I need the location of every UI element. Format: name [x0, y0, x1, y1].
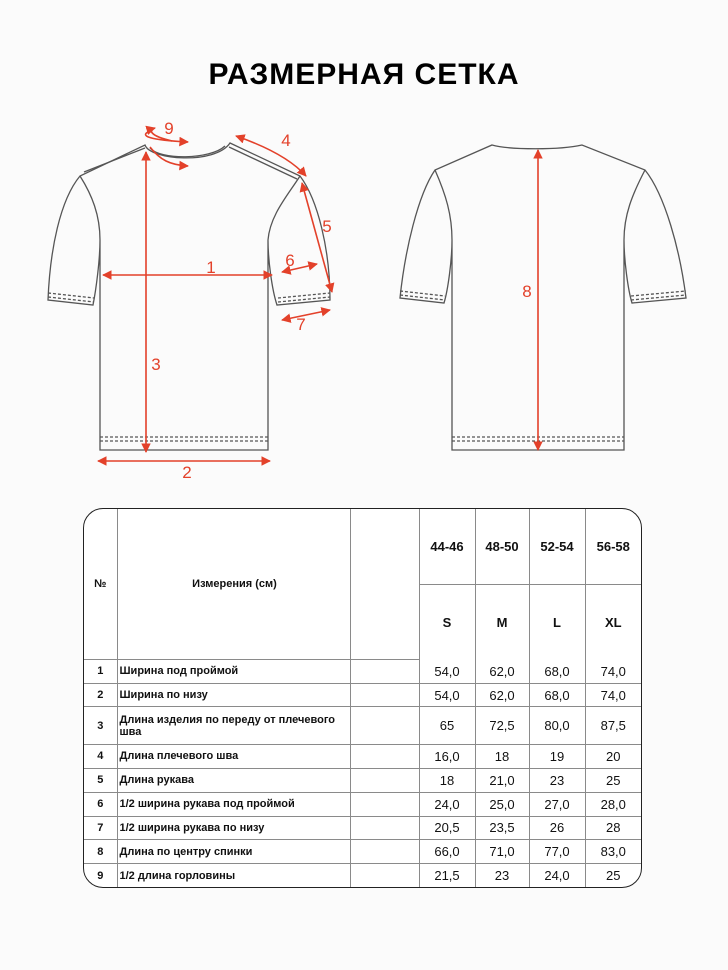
- label-8: 8: [522, 282, 532, 301]
- measurement-value: 54,0: [419, 683, 475, 707]
- measurement-value: 26: [529, 816, 585, 840]
- measurement-name: Длина плечевого шва: [117, 744, 350, 768]
- measurement-value: 72,5: [475, 707, 529, 744]
- table-row: [84, 840, 641, 864]
- measurement-value: 87,5: [585, 707, 641, 744]
- spacer-cell: [350, 509, 419, 660]
- row-number: 7: [84, 816, 117, 840]
- measurement-value: 21,0: [475, 768, 529, 792]
- measurement-value: 74,0: [585, 683, 641, 707]
- table-row: [84, 744, 641, 768]
- measurement-value: 68,0: [529, 683, 585, 707]
- measurement-name: Длина изделия по переду от плечевого шва: [117, 707, 350, 744]
- measurement-value: 23,5: [475, 816, 529, 840]
- back-tshirt-outline: [400, 145, 686, 450]
- measurement-value: 25: [585, 768, 641, 792]
- label-2: 2: [182, 463, 192, 482]
- measurement-value: 23: [529, 768, 585, 792]
- measurement-value: 28: [585, 816, 641, 840]
- measurement-name: Длина по центру спинки: [117, 840, 350, 864]
- measurement-value: 80,0: [529, 707, 585, 744]
- measurement-name: 1/2 ширина рукава по низу: [117, 816, 350, 840]
- measure-header: Измерения (см): [117, 509, 350, 660]
- label-9: 9: [164, 119, 174, 138]
- row-number: 9: [84, 864, 117, 887]
- spacer-cell: [350, 683, 419, 707]
- measurement-value: 68,0: [529, 660, 585, 683]
- spacer-cell: [350, 864, 419, 887]
- measurement-value: 20,5: [419, 816, 475, 840]
- spacer-cell: [350, 840, 419, 864]
- label-5: 5: [322, 217, 332, 236]
- table-row: [84, 864, 641, 887]
- measurement-value: 16,0: [419, 744, 475, 768]
- table-row: [84, 768, 641, 792]
- measurement-value: 24,0: [529, 864, 585, 887]
- table-row: [84, 660, 641, 683]
- front-measurement-arrows: [98, 128, 332, 461]
- measurement-value: 28,0: [585, 792, 641, 816]
- row-number: 5: [84, 768, 117, 792]
- measurement-value: 71,0: [475, 840, 529, 864]
- measurement-value: 19: [529, 744, 585, 768]
- measurement-name: Длина рукава: [117, 768, 350, 792]
- measurement-name: Ширина по низу: [117, 683, 350, 707]
- spacer-cell: [350, 816, 419, 840]
- measurement-value: 83,0: [585, 840, 641, 864]
- measurement-value: 62,0: [475, 660, 529, 683]
- measurement-name: 1/2 длина горловины: [117, 864, 350, 887]
- header-row-ru: [84, 509, 641, 584]
- row-number: 6: [84, 792, 117, 816]
- label-6: 6: [285, 251, 295, 270]
- label-4: 4: [281, 131, 291, 150]
- label-1: 1: [206, 258, 216, 277]
- page-title: РАЗМЕРНАЯ СЕТКА: [208, 58, 520, 91]
- row-number: 2: [84, 683, 117, 707]
- size-intl-3: XL: [585, 584, 641, 659]
- size-ru-0: 44-46: [419, 509, 475, 584]
- table-row: [84, 707, 641, 744]
- label-7: 7: [296, 315, 306, 334]
- size-intl-0: S: [419, 584, 475, 659]
- measurement-value: 18: [475, 744, 529, 768]
- size-ru-3: 56-58: [585, 509, 641, 584]
- measurement-value: 66,0: [419, 840, 475, 864]
- label-3: 3: [151, 355, 161, 374]
- measurement-value: 25,0: [475, 792, 529, 816]
- measurement-name: 1/2 ширина рукава под проймой: [117, 792, 350, 816]
- row-number: 3: [84, 707, 117, 744]
- measurement-value: 54,0: [419, 660, 475, 683]
- measurement-value: 18: [419, 768, 475, 792]
- measurement-value: 62,0: [475, 683, 529, 707]
- measurement-value: 20: [585, 744, 641, 768]
- table-row: [84, 683, 641, 707]
- row-number: 1: [84, 660, 117, 683]
- spacer-cell: [350, 707, 419, 744]
- size-ru-1: 48-50: [475, 509, 529, 584]
- no-header: №: [84, 509, 117, 660]
- measurement-value: 27,0: [529, 792, 585, 816]
- measurement-name: Ширина под проймой: [117, 660, 350, 683]
- measurement-value: 77,0: [529, 840, 585, 864]
- measurement-value: 24,0: [419, 792, 475, 816]
- measurement-value: 23: [475, 864, 529, 887]
- spacer-cell: [350, 660, 419, 683]
- spacer-cell: [350, 768, 419, 792]
- measurement-value: 25: [585, 864, 641, 887]
- measurement-value: 21,5: [419, 864, 475, 887]
- table-row: [84, 816, 641, 840]
- size-ru-2: 52-54: [529, 509, 585, 584]
- row-number: 8: [84, 840, 117, 864]
- row-number: 4: [84, 744, 117, 768]
- size-intl-1: M: [475, 584, 529, 659]
- measurement-value: 65: [419, 707, 475, 744]
- spacer-cell: [350, 792, 419, 816]
- size-table: [83, 508, 642, 888]
- spacer-cell: [350, 744, 419, 768]
- table-row: [84, 792, 641, 816]
- size-intl-2: L: [529, 584, 585, 659]
- front-tshirt-outline: [48, 143, 330, 450]
- measurement-value: 74,0: [585, 660, 641, 683]
